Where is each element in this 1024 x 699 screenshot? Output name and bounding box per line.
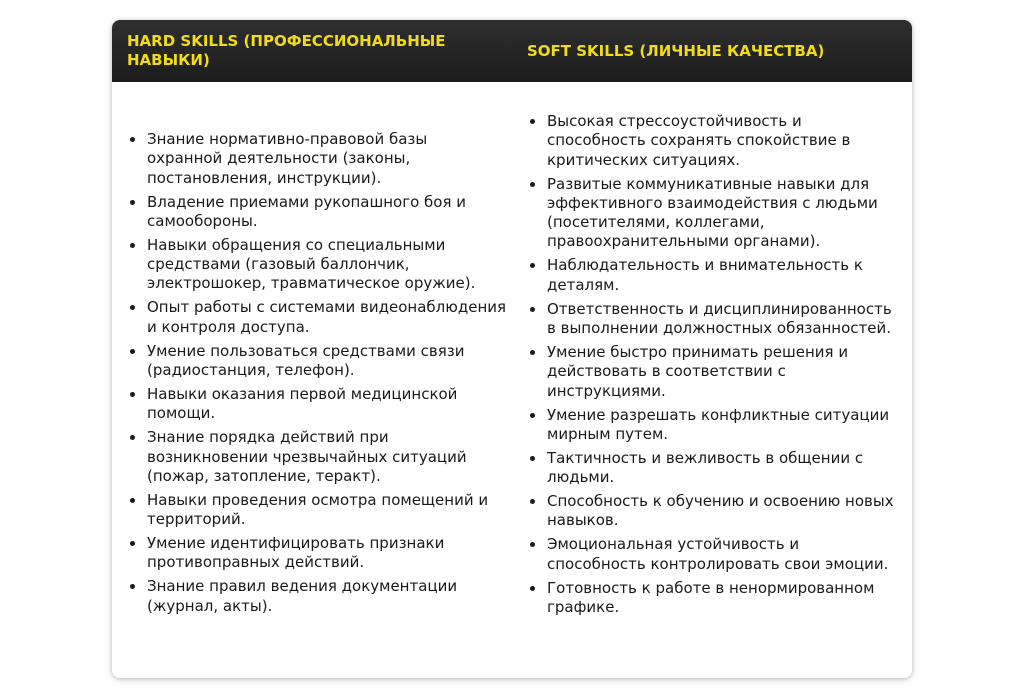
list-item: Способность к обучению и освоению новых навыков.	[527, 492, 899, 531]
list-item: Готовность к работе в ненормированном графике.	[527, 579, 899, 618]
list-item: Умение разрешать конфликтные ситуации мирным путем.	[527, 406, 899, 445]
list-item: Умение пользоваться средствами связи (радиостанция, телефон).	[127, 342, 507, 381]
skills-table-card	[112, 20, 912, 678]
list-item: Ответственность и дисциплинированность в выполнении должностных обязанностей.	[527, 300, 899, 339]
list-item: Навыки проведения осмотра помещений и территорий.	[127, 491, 507, 530]
list-item: Знание порядка действий при возникновении чрезвычайных ситуаций (пожар, затопление, теракт).	[127, 428, 507, 486]
list-item: Развитые коммуникативные навыки для эффективного взаимодействия с людьми (посетителями, коллегами, правоохранительными органами).	[527, 175, 899, 252]
list-item: Навыки оказания первой медицинской помощи.	[127, 385, 507, 424]
table-header	[112, 20, 912, 82]
list-item: Владение приемами рукопашного боя и самообороны.	[127, 193, 507, 232]
list-item: Опыт работы с системами видеонаблюдения и контроля доступа.	[127, 298, 507, 337]
list-item: Тактичность и вежливость в общении с людьми.	[527, 449, 899, 488]
list-item: Умение идентифицировать признаки противоправных действий.	[127, 534, 507, 573]
hard-skills-title: HARD SKILLS (ПРОФЕССИОНАЛЬНЫЕ НАВЫКИ)	[127, 32, 446, 69]
soft-skills-list	[527, 112, 899, 622]
soft-skills-header	[527, 20, 897, 82]
list-item: Навыки обращения со специальными средствами (газовый баллончик, электрошокер, травматическое оружие).	[127, 236, 507, 294]
soft-skills-title: SOFT SKILLS (ЛИЧНЫЕ КАЧЕСТВА)	[527, 41, 825, 60]
list-item: Высокая стрессоустойчивость и способность сохранять спокойствие в критических ситуациях.	[527, 112, 899, 170]
list-item: Знание нормативно-правовой базы охранной деятельности (законы, постановления, инструкции).	[127, 130, 507, 188]
hard-skills-list	[127, 130, 507, 621]
list-item: Знание правил ведения документации (журнал, акты).	[127, 577, 507, 616]
list-item: Умение быстро принимать решения и действовать в соответствии с инструкциями.	[527, 343, 899, 401]
list-item: Наблюдательность и внимательность к деталям.	[527, 256, 899, 295]
hard-skills-header	[127, 20, 507, 82]
list-item: Эмоциональная устойчивость и способность контролировать свои эмоции.	[527, 535, 899, 574]
